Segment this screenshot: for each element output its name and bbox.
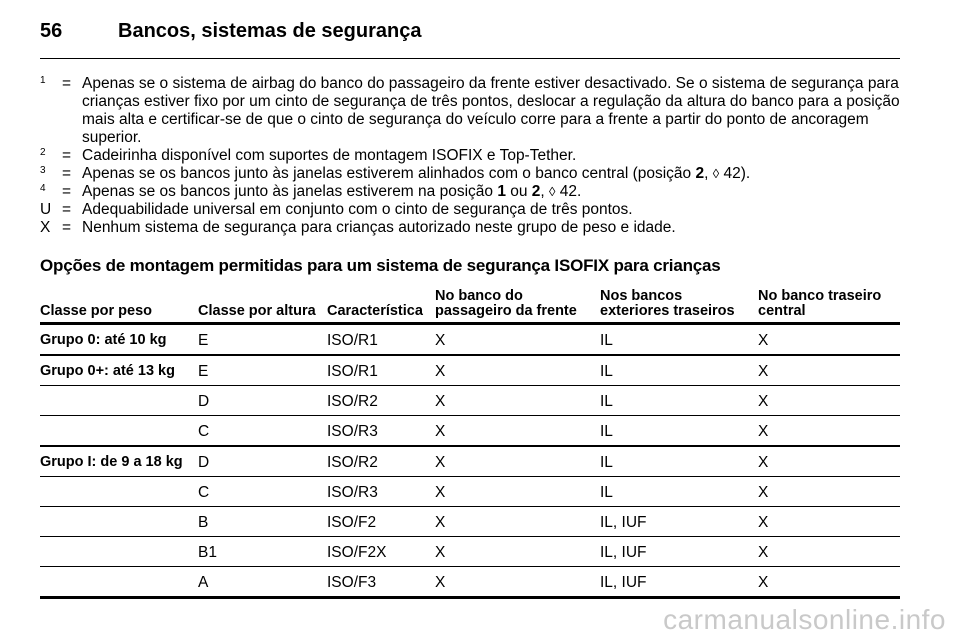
header-divider [40, 58, 900, 59]
footnote-equals: = [62, 219, 72, 236]
table-cell: X [435, 454, 446, 471]
table-cell: IL [600, 484, 613, 501]
table-cell: X [435, 393, 446, 410]
table-body [40, 325, 900, 599]
table-cell: IL [600, 363, 613, 380]
table-row [40, 356, 900, 386]
page-reference-icon: ◊ [549, 184, 556, 199]
header-rear-outer-seats [600, 289, 735, 319]
table-row [40, 325, 900, 356]
page-reference-icon: ◊ [712, 166, 720, 181]
position-number: 2 [695, 165, 705, 182]
footnote-text [82, 165, 900, 183]
footnote-text [82, 183, 900, 201]
table-cell: Grupo 0+: até 13 kg [40, 363, 175, 379]
table-cell: X [758, 363, 769, 380]
watermark: carmanualsonline.info [663, 604, 946, 635]
header-line: passageiro da frente [435, 303, 577, 319]
table-cell: IL [600, 423, 613, 440]
table-row [40, 447, 900, 477]
table-cell: X [758, 574, 769, 591]
table-cell: X [435, 484, 446, 501]
table-cell: IL, IUF [600, 544, 647, 561]
footnote-u [40, 201, 900, 219]
table-cell: IL [600, 454, 613, 471]
footnote-equals: = [62, 147, 72, 164]
table-cell: X [435, 363, 446, 380]
table-cell: B1 [198, 544, 217, 561]
footnote-text-part: Apenas se os bancos junto às janelas estiverem alinhados com o banco central (posição [82, 165, 696, 182]
footnote-equals: = [62, 183, 72, 200]
table-cell: C [198, 423, 210, 440]
header-line: No banco traseiro [758, 288, 882, 304]
table-cell: ISO/R2 [327, 393, 378, 410]
page-title: Bancos, sistemas de segurança [118, 20, 422, 42]
table-cell: ISO/F3 [327, 574, 377, 591]
table-cell: D [198, 393, 210, 410]
position-number: 1 [497, 183, 506, 200]
footnote-text: Nenhum sistema de segurança para crianças autorizado neste grupo de peso e idade. [82, 219, 676, 236]
header-rear-center-seat [758, 289, 881, 319]
table-row [40, 386, 900, 416]
footnote-mark: 4 [40, 183, 46, 194]
table-cell: ISO/R2 [327, 454, 378, 471]
table-row [40, 567, 900, 599]
footnote-text: Cadeirinha disponível com suportes de montagem ISOFIX e Top-Tether. [82, 147, 577, 164]
table-cell: X [758, 454, 769, 471]
header-height-class: Classe por altura [198, 303, 316, 319]
header-line: No banco do [435, 288, 523, 304]
isofix-table [40, 284, 900, 599]
footnote-mark: X [40, 219, 51, 236]
table-header [40, 284, 900, 325]
table-cell: C [198, 484, 210, 501]
table-cell: Grupo 0: até 10 kg [40, 332, 167, 348]
table-cell: Grupo I: de 9 a 18 kg [40, 454, 183, 470]
footnote-3 [40, 165, 900, 183]
header-line: central [758, 303, 806, 319]
footnote-text-part: Apenas se os bancos junto às janelas estiverem na posição [82, 183, 498, 200]
table-cell: X [435, 423, 446, 440]
table-cell: ISO/R3 [327, 484, 378, 501]
table-cell: ISO/R3 [327, 423, 378, 440]
table-cell: X [758, 484, 769, 501]
table-cell: B [198, 514, 209, 531]
header-line: Nos bancos [600, 288, 683, 304]
footnote-text-part: , [540, 183, 550, 200]
table-row [40, 416, 900, 447]
footnote-x [40, 219, 900, 237]
table-cell: X [435, 332, 446, 349]
header-weight-class: Classe por peso [40, 303, 153, 319]
footnote-mark: U [40, 201, 52, 218]
footnote-mark: 1 [40, 75, 46, 86]
footnote-1 [40, 75, 900, 147]
table-cell: X [758, 393, 769, 410]
table-cell: X [758, 544, 769, 561]
header-characteristic: Característica [327, 303, 423, 319]
footnote-2 [40, 147, 900, 165]
footnotes [40, 75, 900, 237]
table-cell: X [435, 544, 446, 561]
table-cell: D [198, 454, 210, 471]
footnote-equals: = [62, 201, 72, 218]
footnote-text-part: 42). [719, 165, 751, 182]
footnote-text-part: 42. [555, 183, 582, 200]
table-cell: A [198, 574, 209, 591]
table-cell: IL [600, 332, 613, 349]
footnote-equals: = [62, 165, 72, 182]
footnote-mark: 3 [40, 165, 46, 176]
table-cell: ISO/R1 [327, 363, 378, 380]
table-cell: X [758, 423, 769, 440]
table-cell: E [198, 363, 209, 380]
table-cell: X [758, 514, 769, 531]
footnote-mark: 2 [40, 147, 46, 158]
header-line: exteriores traseiros [600, 303, 735, 319]
table-cell: X [435, 574, 446, 591]
table-cell: ISO/F2X [327, 544, 387, 561]
table-cell: IL, IUF [600, 574, 647, 591]
footnote-text-part: , [704, 165, 713, 182]
table-cell: ISO/F2 [327, 514, 377, 531]
table-row [40, 537, 900, 567]
section-title: Opções de montagem permitidas para um sistema de segurança ISOFIX para crianças [40, 256, 721, 275]
position-number: 2 [531, 183, 541, 200]
header-front-passenger-seat [435, 289, 577, 319]
table-cell: ISO/R1 [327, 332, 378, 349]
footnote-text-part: ou [505, 183, 532, 200]
footnote-equals: = [62, 75, 72, 92]
table-row [40, 507, 900, 537]
table-row [40, 477, 900, 507]
table-cell: IL [600, 393, 613, 410]
table-cell: X [758, 332, 769, 349]
table-cell: X [435, 514, 446, 531]
table-cell: E [198, 332, 209, 349]
footnote-text: Adequabilidade universal em conjunto com o cinto de segurança de três pontos. [82, 201, 633, 218]
table-cell: IL, IUF [600, 514, 647, 531]
page-number: 56 [40, 20, 63, 42]
footnote-text: Apenas se o sistema de airbag do banco do passageiro da frente estiver desactivado. Se o sistema de segurança para crianças estiver fixo por um cinto de segurança de três pontos, deslocar a regulação da altura do banco para a posição mais alta e certificar-se de que o cinto de segurança do veículo corre para a frente a partir do ponto de ancoragem superior. [82, 75, 900, 146]
footnote-4 [40, 183, 900, 201]
